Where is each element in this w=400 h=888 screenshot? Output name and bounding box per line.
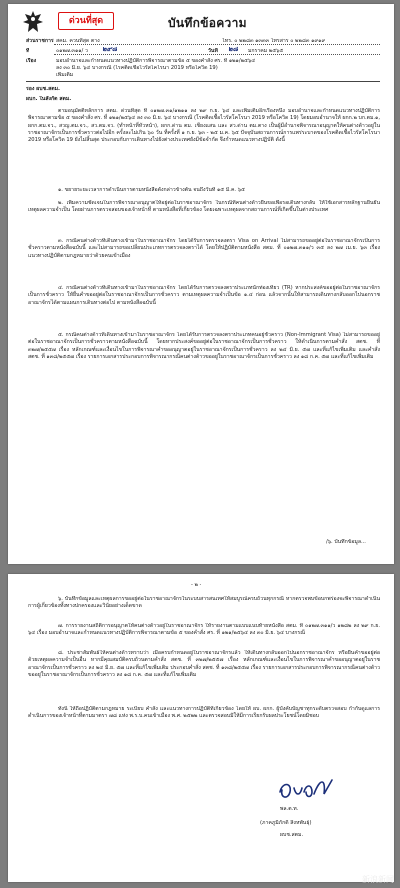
- agency-value: สคม. ควนที่สุด ตาง: [56, 38, 100, 44]
- subject-line: เพิ่มเติม: [56, 72, 74, 78]
- watermark-text: 新浪新闻: [362, 875, 394, 884]
- subject-label: เรื่อง: [26, 58, 37, 64]
- body-paragraph: ๗. การรายงานสถิติการอนุญาตให้คนต่างด้าวอยู่ในราชอาณาจักร ให้รายงานตามแบบแนบท้ายหนังสือ สตม. ที่ ๐๑๒๗.๓๑๑/ว ๑๒๘๒ ลง ๒๙ ก.ย. ๖๔ เรื่อง มอบอำนาจและกำหนดแนวทางปฏิบัติการพิจารณาตามข้อ ๕ ของคำสั่ง ศร. ที่ ๑๒๑/๒๕๖๔ ลง ๓๐ มิ.ย. ๖๔ บางกรณี: [28, 623, 380, 637]
- body-paragraph: ๓. กรณีคนต่างด้าวที่เดินทางเข้ามาในราชอาณาจักร โดยได้รับการตรวจลงตรา Visa on Arrival ไม่สามารถขออยู่ต่อในราชอาณาจักรเป็นการชั่วคราวตามหนังสือฉบับนี้ และไม่สามารถขอเปลี่ยนประเภทการตรวจลงตราได้ โดยให้ปฏิบัติตามหนังสือ สตม. ที่ ๐๑๒๗.๓๑๑/ว ๓๕ ลง ๒๗ เม.ย. ๖๓ เรื่อง แนวทางปฏิบัติตามกฎหมายว่าด้วยคนเข้าเมือง: [28, 238, 380, 259]
- body-paragraph: ๘. ประชาสัมพันธ์ให้คนต่างด้าวทราบว่า เมื่อครบกำหนดอยู่ในราชอาณาจักรแล้ว ให้เดินทางกลับออกไปนอกราชอาณาจักร หรือยื่นคำขออยู่ต่อด้วยเหตุผลความจำเป็นอื่น หากมีคุณสมบัติครบถ้วนตามคำสั่ง สตช. ที่ ๓๒๗/๒๕๕๗ เรื่อง หลักเกณฑ์และเงื่อนไขในการพิจารณาคำขออนุญาตอยู่ในราชอาณาจักรเป็นการชั่วคราว ลง ๒๔ มิ.ย. ๕๗ และที่แก้ไขเพิ่มเติม ประกอบคำสั่ง สตช. ที่ ๑๓๘/๒๕๕๗ เรื่อง รายการเอกสารประกอบการพิจารณากรณีคนต่างด้าวขออยู่ในราชอาณาจักรเป็นการชั่วคราว ลง ๑๘ ก.ค. ๕๗ และที่แก้ไขเพิ่มเติม: [28, 650, 380, 679]
- ref-value: ๐๑๒๗.๓๑๑/ ว: [56, 48, 88, 54]
- signer-position: ผบช.สตม.: [280, 832, 304, 838]
- subject-line: ลง ๓๐ มิ.ย. ๖๔ บางกรณี (โรคติดเชื้อไวรัสโคโรนา 2019 หรือโควิด 19): [56, 65, 218, 71]
- body-paragraph: ๕. กรณีคนต่างด้าวที่เดินทางเข้ามาในราชอาณาจักร โดยได้รับการตรวจลงตราประเภทคนอยู่ชั่วคราว (Non-Immigrant Visa) ไม่สามารถขออยู่ต่อในราชอาณาจักรเป็นการชั่วคราวตามหนังสือฉบับนี้ โดยหากประสงค์ขออยู่ต่อในราชอาณาจักรเป็นการชั่วคราว ให้ดำเนินการตามคำสั่ง สตช. ที่ ๓๒๗/๒๕๕๗ เรื่อง หลักเกณฑ์และเงื่อนไขในการพิจารณาคำขออนุญาตอยู่ในราชอาณาจักรเป็นการชั่วคราว ลง ๒๔ มิ.ย. ๕๗ และที่แก้ไขเพิ่มเติม และคำสั่ง สตช. ที่ ๑๓๘/๒๕๕๗ เรื่อง รายการเอกสารประกอบการพิจารณากรณีคนต่างด้าวขออยู่ในราชอาณาจักรเป็นการชั่วคราว ลง ๑๘ ก.ค. ๕๗ และที่แก้ไขเพิ่มเติม: [28, 332, 380, 361]
- handwritten-signature: [276, 774, 336, 804]
- page-number: - ๒ -: [191, 582, 202, 588]
- subject-line: มอบอำนาจและกำหนดแนวทางปฏิบัติการพิจารณาตามข้อ ๕ ของคำสั่ง ศร. ที่ ๑๒๑/๒๕๖๔: [56, 58, 256, 64]
- date-day: ๒๘: [228, 46, 239, 53]
- agency-phone: โทร. ๐ ๒๒๘๓ ๑๓๓๓ โทรสาร ๐ ๒๒๘๓ ๑๙๑๙: [222, 38, 326, 44]
- signer-rank: พล.ต.ท.: [280, 806, 299, 812]
- garuda-emblem-icon: [22, 10, 44, 34]
- ref-label: ที่: [26, 48, 30, 54]
- body-paragraph: ๔. กรณีคนต่างด้าวที่เดินทางเข้ามาในราชอาณาจักร โดยได้รับการตรวจลงตราประเภทนักท่องเที่ยว (TR) หากประสงค์ขออยู่ต่อในราชอาณาจักรเป็นการชั่วคราว ให้ยื่นคำขออยู่ต่อในราชอาณาจักรเป็นการชั่วคราว ตามเหตุผลความจำเป็นข้อ ๑.๔ ก่อน แล้วจากนั้นให้สามารถเดินทางกลับออกไปนอกราชอาณาจักรได้ตามแผนการเดินทางต่อไป ตามหนังสือฉบับนี้: [28, 285, 380, 306]
- body-paragraph: ๒. เพิ่มความชัดเจนในการพิจารณาอนุญาตให้อยู่ต่อในราชอาณาจักร ในกรณีที่คนต่างด้าวยื่นขอเพื่อรอเดินทางกลับ ให้ใช้เอกสารหลักฐานยืนยันเหตุผลความจำเป็น โดยผ่านการตรวจสอบของเจ้าหน้าที่ ตามหนังสือที่เกี่ยวข้อง โดยเฉพาะเหตุผลจากสถานการณ์ที่เกิดขึ้นในต่างประเทศ: [28, 200, 380, 214]
- date-label: วันที่: [208, 48, 218, 54]
- body-paragraph: ตามอนุมัตติหลักการ สตม. ด่วนที่สุด ที่ ๐๑๒๗.๓๑/๑๒๑๑ ลง ๒๙ ก.ย. ๖๔ และเพิ่มเติมอีกเรื่องหนึ่ง มอบอำนาจและกำหนดแนวทางปฏิบัติการพิจารณาตามข้อ ๕ ของคำสั่ง ศร. ที่ ๑๒๑/๒๕๖๔ ลง ๓๐ มิ.ย. ๖๔ บางกรณี (โรคติดเชื้อไวรัสโคโรนา 2019 หรือโควิด 19) โดยมอบอำนาจให้ ผกก.๒ บก.ตม.๑, ผกก.ตม.จว., สวญ.ตม.จว., สว.ตม.จว. (ทำหน้าที่หัวหน้า), ผกก.ด่าน ตม. เชียงแสน และ สว.ด่าน ตม.ตาง เป็นผู้มีอำนาจพิจารณาอนุญาตให้คนต่างด้าวอยู่ในราชอาณาจักรเป็นการชั่วคราวต่อไปอีก ครั้งละไม่เกิน ๖๐ วัน ที่ครั้งที่ ๑ ก.ย. ๖๓ - ๒๕ ม.ค. ๖๕ ปัจจุบันสถานการณ์การแพร่ระบาดของโรคติดเชื้อไวรัสโคโรนา 2019 หรือโควิด 19 ยังไม่สิ้นสุด ประกอบกับการเดินทางไปยังต่างประเทศยังมีข้อจำกัด จึงกำหนดแนวทางปฏิบัติ ดังนี้: [28, 108, 380, 144]
- document-page-1: [8, 4, 394, 564]
- date-rest: มกราคม ๒๕๖๕: [248, 48, 284, 54]
- memo-title: บันทึกข้อความ: [168, 16, 247, 30]
- body-paragraph: ทั้งนี้ ให้ถือปฏิบัติตามกฎหมาย ระเบียบ คำสั่ง และแนวทางการปฏิบัติที่เกี่ยวข้อง โดยให้ ผบ. ผกก. ผู้บังคับบัญชาทุกระดับตรวจสอบ กำกับดูแลการดำเนินการของเจ้าหน้าที่ตามมาตรา ๗๘ แห่ง พ.ร.บ.คนเข้าเมือง พ.ศ. ๒๕๒๒ และตรวจสอบมิให้มีการเรียกรับผลประโยชน์โดยมิชอบ: [28, 706, 380, 720]
- divider: [54, 54, 380, 55]
- body-paragraph: ๖. บันทึกข้อมูลและเหตุผลการขออยู่ต่อในราชอาณาจักรในระบบสารสนเทศให้สมบูรณ์ครบถ้วนทุกกรณี หากตรวจพบข้อบกพร่องจะพิจารณาดำเนินการผู้เกี่ยวข้องทั้งทางปกครองและวินัยอย่างเด็ดขาด: [28, 596, 380, 610]
- recipient-second: ผบก. ในสังกัด สตม.: [26, 96, 72, 102]
- divider: [26, 81, 380, 82]
- body-paragraph: ๑. ขยายระยะเวลาการดำเนินการตามหนังสือดังกล่าวข้างต้น จนถึงวันที่ ๑๕ มี.ค. ๖๕: [58, 187, 245, 193]
- urgency-stamp: ด่วนที่สุด: [58, 12, 114, 30]
- continue-marker: /๖. บันทึกข้อมูล...: [326, 539, 366, 545]
- recipient: รอง ผบช.สตม.: [26, 86, 60, 92]
- agency-label: ส่วนราชการ: [26, 38, 54, 44]
- divider: [54, 44, 380, 45]
- document-page-2: [8, 574, 394, 882]
- ref-number: ๒๙๘: [102, 46, 118, 53]
- signer-name: (ภาคภูมิภักดิ์ สิงหพันธุ์): [260, 820, 312, 826]
